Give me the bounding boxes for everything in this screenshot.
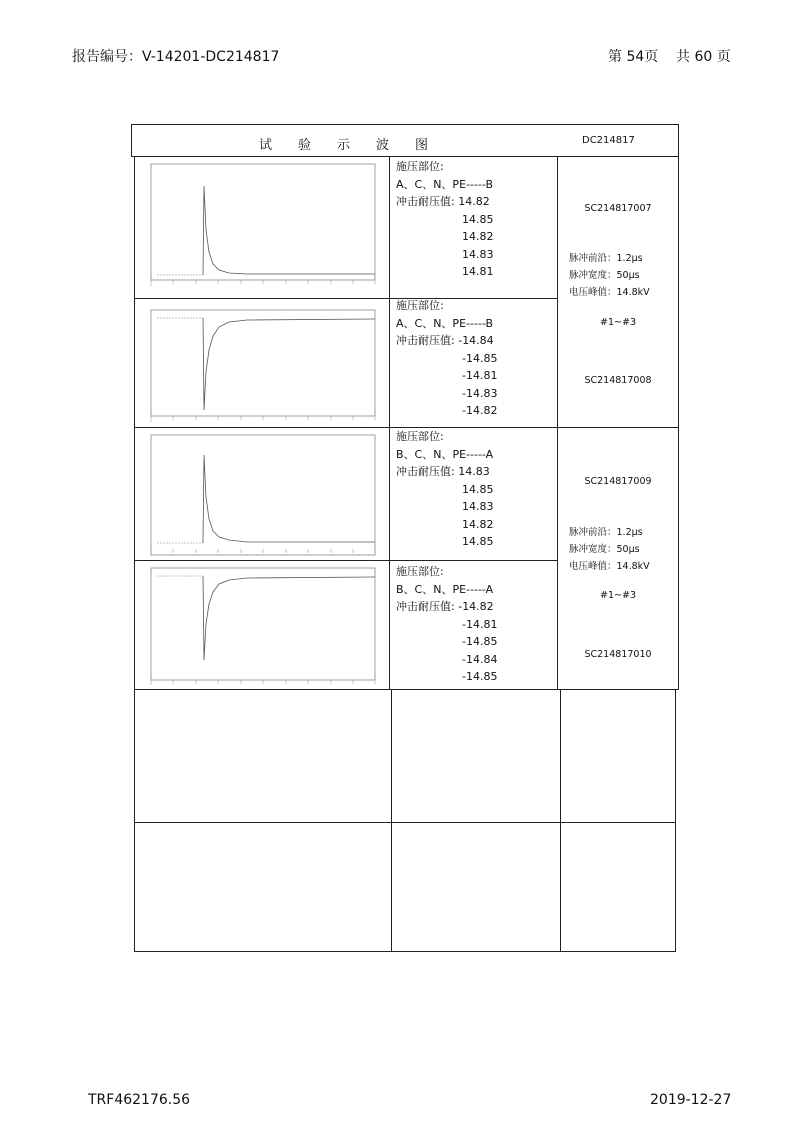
sample-id-1: SC214817007 [584, 203, 652, 214]
title-char-1: 试 [259, 138, 273, 153]
title-char-3: 示 [337, 138, 351, 153]
table-code: DC214817 [582, 135, 635, 146]
waveform-plot-4 [137, 564, 387, 686]
title-char-2: 验 [298, 138, 312, 153]
page-total: 共 60 页 [676, 49, 731, 65]
test-info-2: 施压部位: A、C、N、PE-----B 冲击耐压值: -14.84 -14.85 -14.81 -14.83 -14.82 [396, 299, 498, 417]
report-date: 2019-12-27 [650, 1092, 732, 1108]
waveform-plot-1 [137, 160, 387, 294]
test-info-3: 施压部位: B、C、N、PE-----A 冲击耐压值: 14.83 14.85 14.83 14.82 14.85 [396, 430, 494, 548]
sample-range-2: #1~#3 [600, 590, 636, 601]
waveform-plot-3 [137, 431, 387, 557]
sample-id-3: SC214817009 [584, 476, 652, 487]
sample-id-2: SC214817008 [584, 375, 652, 386]
sample-id-4: SC214817010 [584, 649, 652, 660]
test-info-4: 施压部位: B、C、N、PE-----A 冲击耐压值: -14.82 -14.81 -14.85 -14.84 -14.85 [396, 565, 498, 683]
report-number: 报告编号：V-14201-DC214817 [72, 49, 280, 65]
page-number: 第 54页 [608, 49, 659, 65]
test-info-1: 施压部位: A、C、N、PE-----B 冲击耐压值: 14.82 14.85 14.82 14.83 14.81 [396, 160, 494, 278]
title-char-5: 图 [415, 138, 429, 153]
pulse-params-1: 脉冲前沿：1.2μs 脉冲宽度：50μs 电压峰值：14.8kV [569, 253, 650, 298]
waveform-plot-2 [137, 302, 387, 424]
sample-range-1: #1~#3 [600, 317, 636, 328]
pulse-params-2: 脉冲前沿：1.2μs 脉冲宽度：50μs 电压峰值：14.8kV [569, 527, 650, 572]
document-code: TRF462176.56 [88, 1092, 191, 1108]
title-char-4: 波 [376, 138, 390, 153]
